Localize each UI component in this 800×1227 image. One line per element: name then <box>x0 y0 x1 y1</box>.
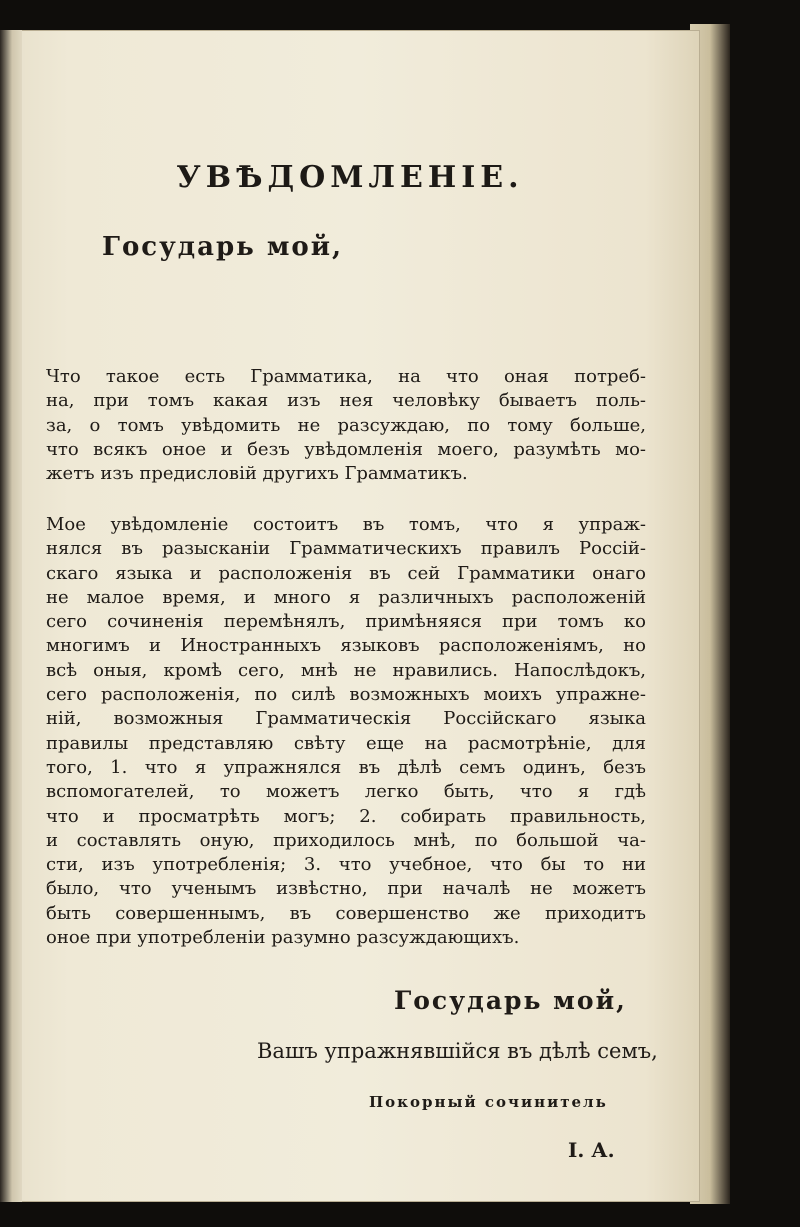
text-line: сти, изъ употребленія; 3. что учебное, что бы то ни <box>46 854 646 876</box>
text-line: не малое время, и много я различныхъ расположеній <box>46 586 646 608</box>
paragraph-1 <box>46 365 646 486</box>
text-line: жетъ изъ предисловій другихъ Грамматикъ. <box>46 463 468 485</box>
text-line: было, что ученымъ извѣстно, при началѣ не можетъ <box>46 878 646 900</box>
text-line: Что такое есть Грамматика, на что оная потреб- <box>46 366 646 387</box>
author-initials: І. А. <box>568 1138 615 1162</box>
closing-salutation: Государь мой, <box>394 986 627 1015</box>
text-line: всѣ оныя, кромѣ сего, мнѣ не нравились. Напослѣдокъ, <box>46 659 646 681</box>
text-line: за, о томъ увѣдомить не разсуждаю, по тому больше, <box>46 414 646 436</box>
scan-background-right <box>730 0 800 1227</box>
scan-background-bottom <box>0 1200 800 1227</box>
page-binding <box>0 30 22 1202</box>
page-heading: УВѢДОМЛЕНІЕ. <box>176 160 524 195</box>
text-line: что и просматрѣть могъ; 2. собирать правильность, <box>46 805 646 827</box>
text-line: быть совершеннымъ, въ совершенство же приходитъ <box>46 902 646 924</box>
text-line: правилы представляю свѣту еще на расмотрѣніе, для <box>46 732 646 754</box>
text-line: сего сочиненія перемѣнялъ, примѣняяся при томъ ко <box>46 611 646 633</box>
text-line: на, при томъ какая изъ нея человѣку бываетъ поль- <box>46 390 646 412</box>
text-line: вспомогателей, то можетъ легко быть, что я гдѣ <box>46 781 646 803</box>
text-line: скаго языка и расположенія въ сей Грамматики онаго <box>46 562 646 584</box>
signoff-line: Вашъ упражнявшійся въ дѣлѣ семъ, <box>257 1039 658 1063</box>
text-line: что всякъ оное и безъ увѣдомленія моего, разумѣть мо- <box>46 438 646 460</box>
text-line: Мое увѣдомленіе состоитъ въ томъ, что я упраж- <box>46 514 646 535</box>
text-line: нялся въ разысканіи Грамматическихъ правилъ Россій- <box>46 538 646 560</box>
text-line: сего расположенія, по силѣ возможныхъ моихъ упражне- <box>46 684 646 706</box>
salutation: Государь мой, <box>102 232 344 262</box>
text-line: и составлять оную, приходилось мнѣ, по большой ча- <box>46 829 646 851</box>
text-line: ній, возможныя Грамматическія Россійскаго языка <box>46 708 646 730</box>
text-line: многимъ и Иностранныхъ языковъ расположеніямъ, но <box>46 635 646 657</box>
paragraph-2 <box>46 513 646 950</box>
text-line: того, 1. что я упражнялся въ дѣлѣ семъ одинъ, безъ <box>46 756 646 778</box>
signer-title: Покорный сочинитель <box>369 1093 608 1111</box>
text-line: оное при употребленіи разумно разсуждающихъ. <box>46 927 520 949</box>
